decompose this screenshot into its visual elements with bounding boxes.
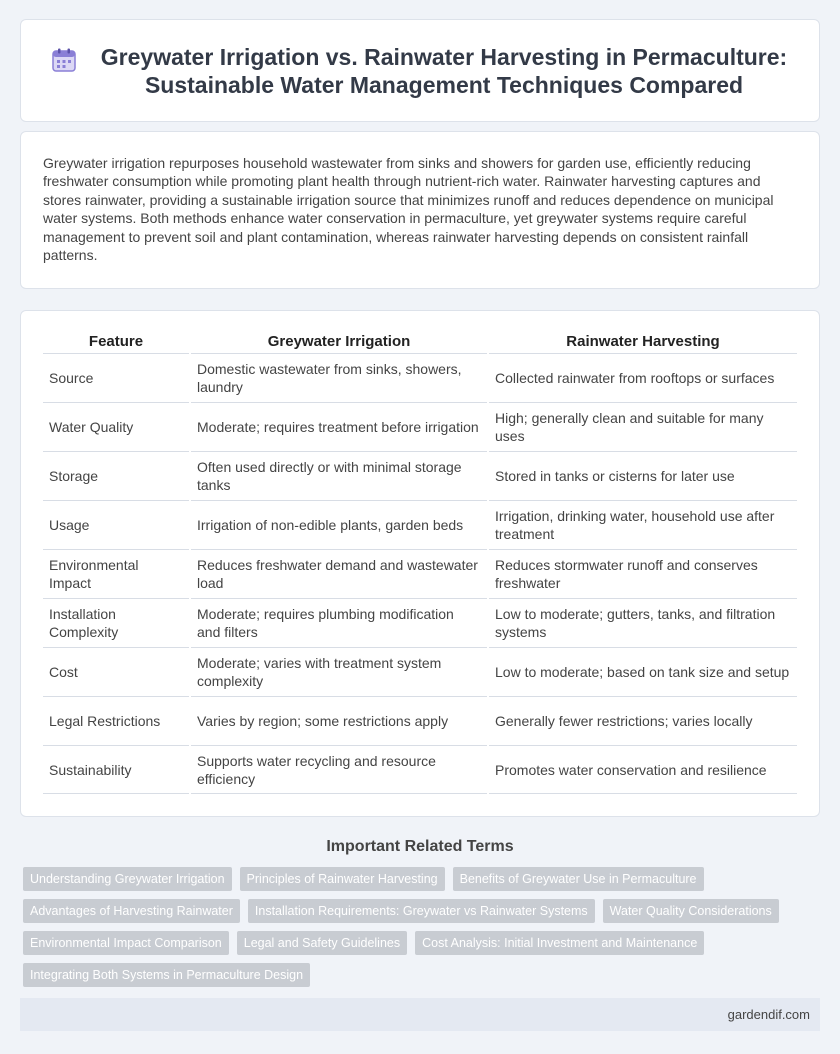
cell-rainwater: Stored in tanks or cisterns for later use	[489, 452, 797, 501]
cell-rainwater: Low to moderate; based on tank size and setup	[489, 648, 797, 697]
table-row	[43, 599, 797, 648]
title-card	[20, 19, 820, 122]
related-term-tag[interactable]: Cost Analysis: Initial Investment and Maintenance	[415, 931, 704, 955]
related-terms-list	[23, 867, 817, 987]
related-term-tag[interactable]: Integrating Both Systems in Permaculture Design	[23, 963, 310, 987]
cell-greywater: Domestic wastewater from sinks, showers, laundry	[191, 354, 487, 403]
cell-feature: Source	[43, 354, 189, 403]
footer-bar	[20, 998, 820, 1031]
comparison-card	[20, 310, 820, 817]
intro-paragraph: Greywater irrigation repurposes household wastewater from sinks and showers for garden use, efficiently reducing freshwater consumption while promoting plant health through nutrient-rich water. Rainwater harvesting captures and stores rainwater, providing a sustainable irrigation source that minimizes runoff and reduces dependence on municipal water systems. Both methods enhance water conservation in permaculture, yet greywater systems require careful management to prevent soil and plant contamination, whereas rainwater harvesting depends on consistent rainfall patterns.	[43, 155, 774, 264]
table-row	[43, 648, 797, 697]
table-row	[43, 501, 797, 550]
header-feature: Feature	[43, 332, 189, 354]
table-row	[43, 403, 797, 452]
cell-feature: Legal Restrictions	[43, 697, 189, 746]
related-term-tag[interactable]: Legal and Safety Guidelines	[237, 931, 407, 955]
related-terms-heading: Important Related Terms	[326, 838, 514, 856]
related-term-tag[interactable]: Environmental Impact Comparison	[23, 931, 229, 955]
cell-feature: Environmental Impact	[43, 550, 189, 599]
cell-feature: Cost	[43, 648, 189, 697]
cell-rainwater: Promotes water conservation and resilience	[489, 746, 797, 794]
related-term-tag[interactable]: Installation Requirements: Greywater vs Rainwater Systems	[248, 899, 595, 923]
cell-greywater: Moderate; requires plumbing modification and filters	[191, 599, 487, 648]
cell-greywater: Moderate; varies with treatment system complexity	[191, 648, 487, 697]
cell-greywater: Moderate; requires treatment before irrigation	[191, 403, 487, 452]
cell-greywater: Reduces freshwater demand and wastewater load	[191, 550, 487, 599]
calendar-icon	[51, 47, 77, 73]
cell-feature: Usage	[43, 501, 189, 550]
cell-rainwater: Collected rainwater from rooftops or surfaces	[489, 354, 797, 403]
table-row	[43, 550, 797, 599]
cell-feature: Water Quality	[43, 403, 189, 452]
cell-rainwater: Low to moderate; gutters, tanks, and filtration systems	[489, 599, 797, 648]
table-row	[43, 697, 797, 746]
related-term-tag[interactable]: Principles of Rainwater Harvesting	[240, 867, 445, 891]
cell-feature: Storage	[43, 452, 189, 501]
cell-rainwater: High; generally clean and suitable for many uses	[489, 403, 797, 452]
table-header-row	[43, 332, 797, 354]
cell-feature: Sustainability	[43, 746, 189, 794]
cell-rainwater: Irrigation, drinking water, household use after treatment	[489, 501, 797, 550]
cell-greywater: Varies by region; some restrictions apply	[191, 697, 487, 746]
related-term-tag[interactable]: Water Quality Considerations	[603, 899, 779, 923]
cell-feature: Installation Complexity	[43, 599, 189, 648]
cell-rainwater: Generally fewer restrictions; varies locally	[489, 697, 797, 746]
cell-rainwater: Reduces stormwater runoff and conserves freshwater	[489, 550, 797, 599]
cell-greywater: Supports water recycling and resource efficiency	[191, 746, 487, 794]
page-title: Greywater Irrigation vs. Rainwater Harvesting in Permaculture: Sustainable Water Management Techniques Compared	[100, 43, 788, 98]
comparison-table	[41, 332, 799, 794]
related-term-tag[interactable]: Advantages of Harvesting Rainwater	[23, 899, 240, 923]
title-wrap	[51, 43, 789, 99]
footer-site-link[interactable]: gardendif.com	[727, 1007, 810, 1023]
table-row	[43, 354, 797, 403]
header-greywater: Greywater Irrigation	[191, 332, 487, 354]
intro-card	[20, 131, 820, 289]
related-term-tag[interactable]: Understanding Greywater Irrigation	[23, 867, 232, 891]
cell-greywater: Often used directly or with minimal storage tanks	[191, 452, 487, 501]
table-row	[43, 452, 797, 501]
table-row	[43, 746, 797, 794]
cell-greywater: Irrigation of non-edible plants, garden beds	[191, 501, 487, 550]
related-term-tag[interactable]: Benefits of Greywater Use in Permaculture	[453, 867, 704, 891]
header-rainwater: Rainwater Harvesting	[489, 332, 797, 354]
